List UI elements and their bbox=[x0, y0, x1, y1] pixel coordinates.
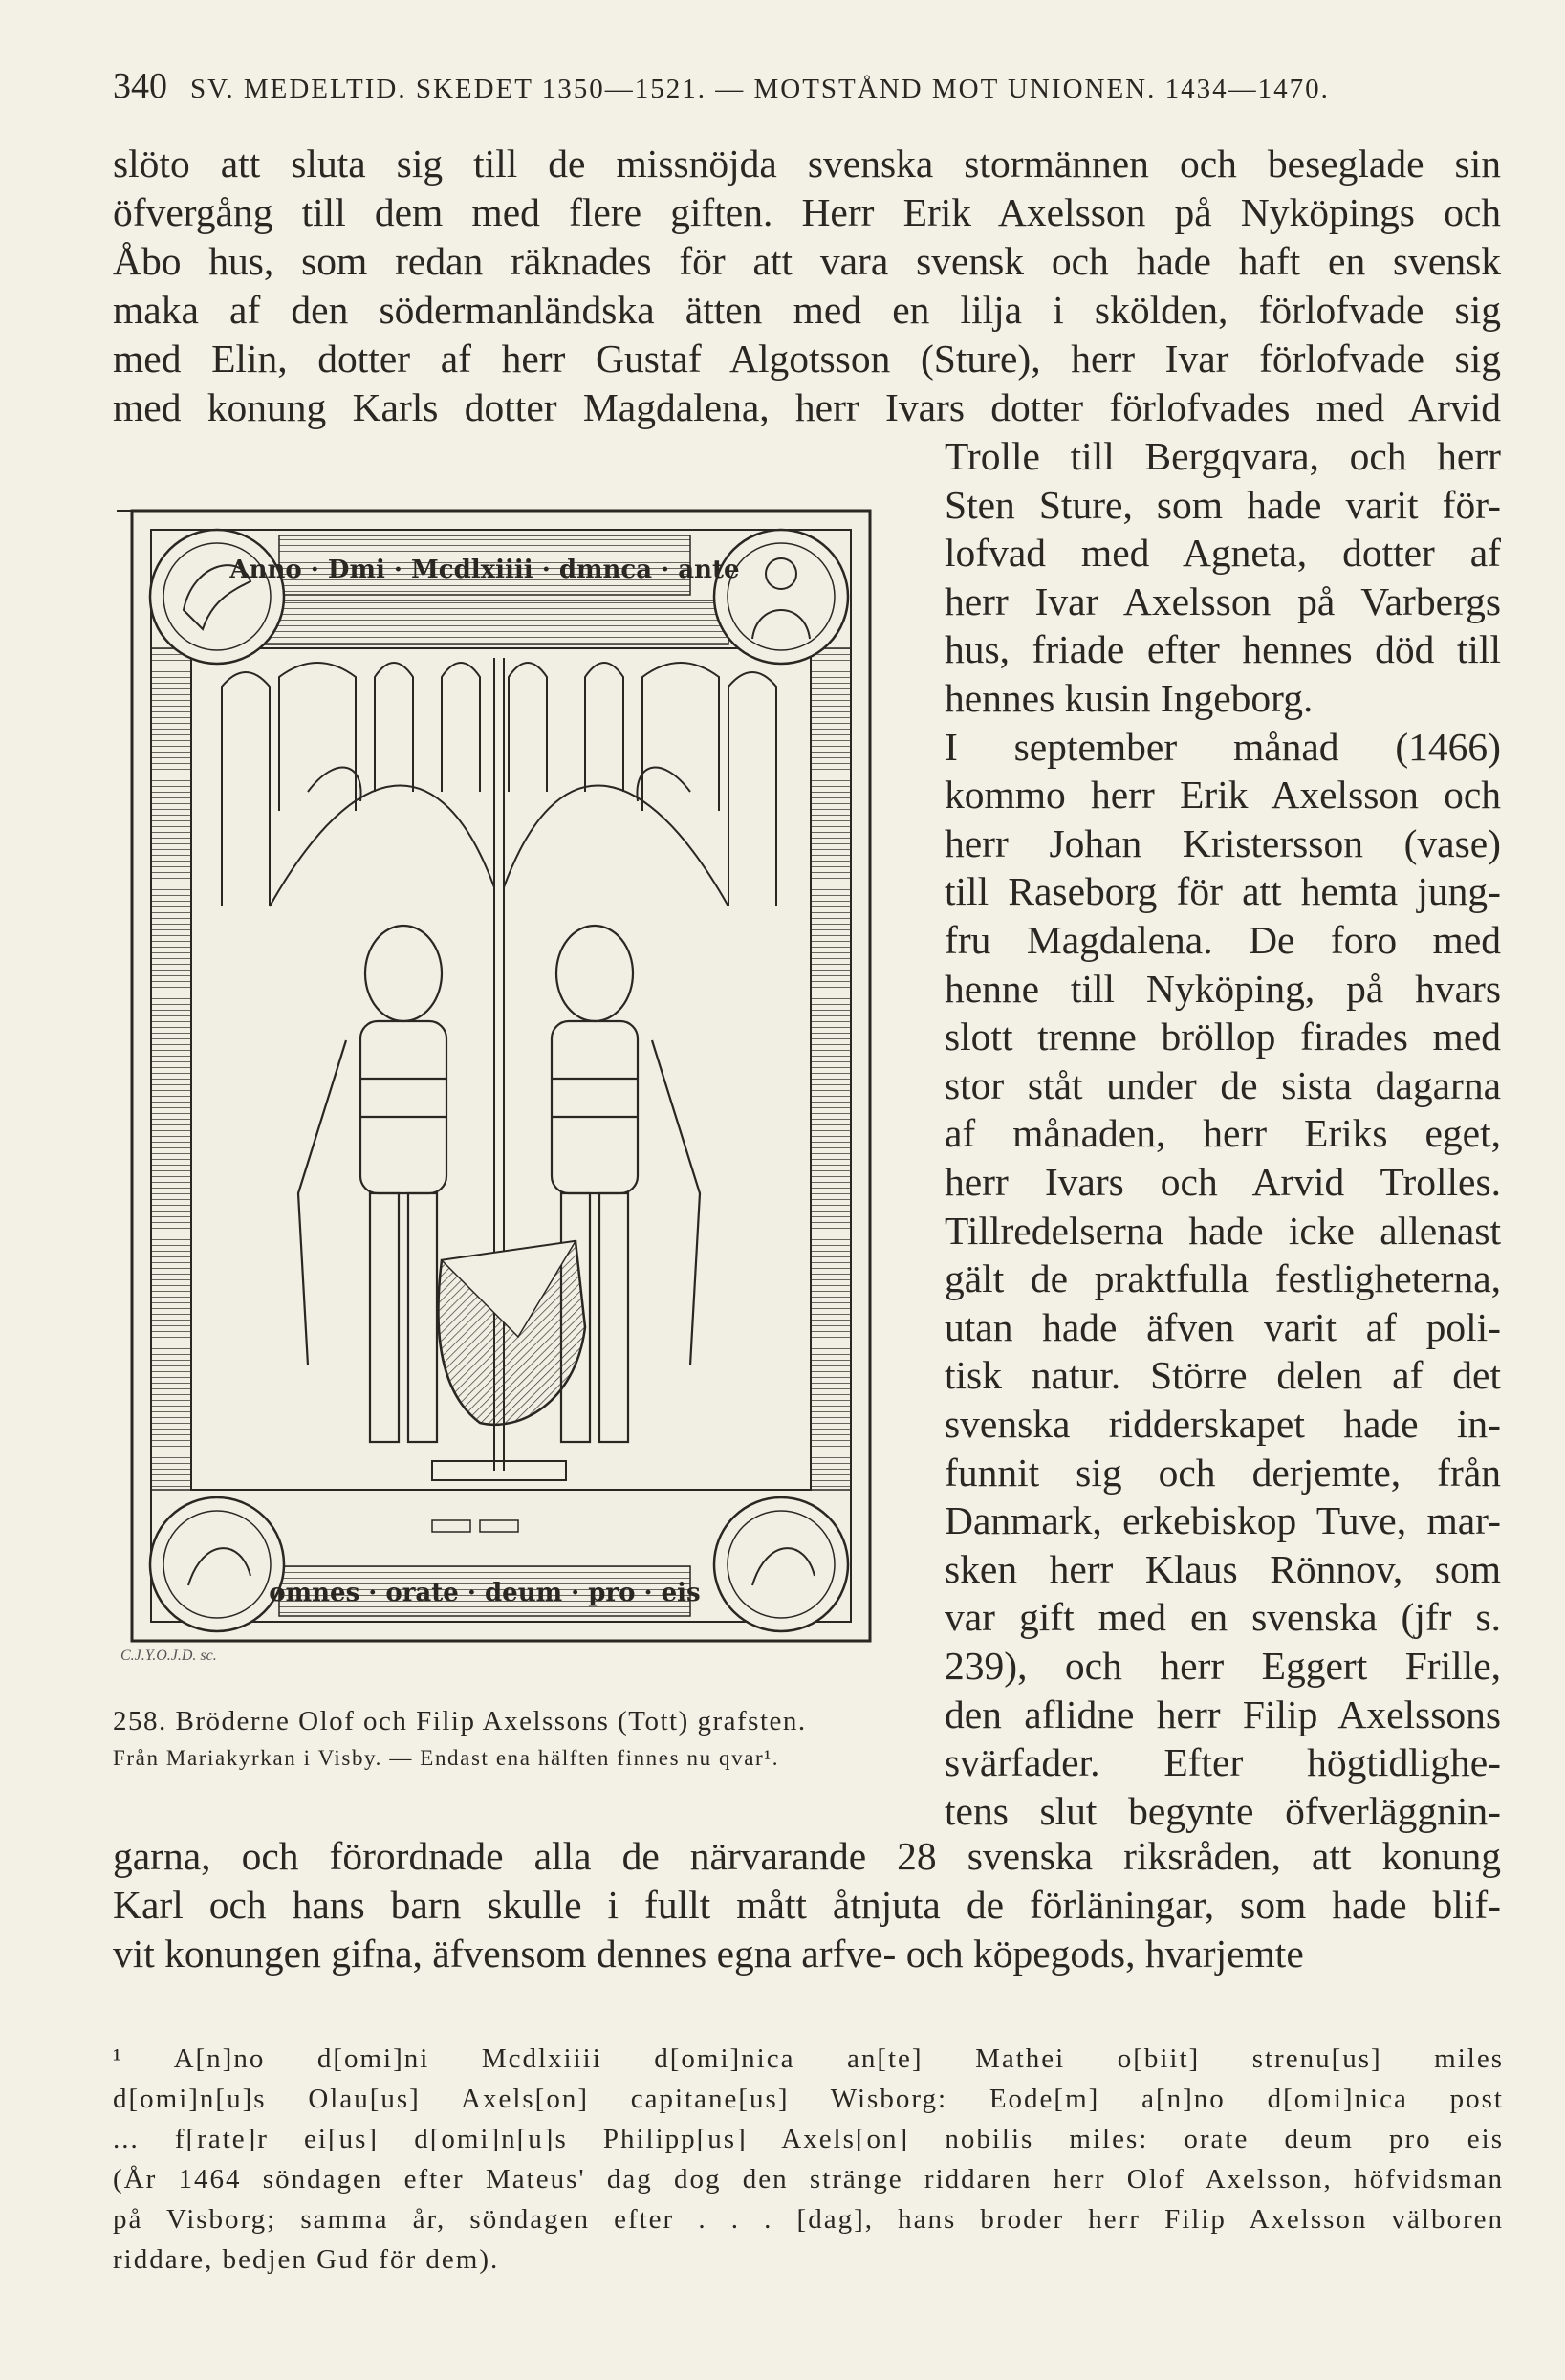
text-line: herr Ivars och Arvid Trolles. bbox=[945, 1160, 1501, 1204]
text-line: hennes kusin Ingeborg. bbox=[945, 676, 1314, 720]
text-line: utan hade äfven varit af poli- bbox=[945, 1304, 1501, 1349]
text-line: herr Ivar Axelsson på Varbergs bbox=[945, 579, 1501, 623]
text-line: fru Magdalena. De foro med bbox=[945, 918, 1501, 962]
text-line: garna, och förordnade alla de närvarande 28 svenska riksråden, att konung bbox=[113, 1834, 1501, 1878]
footnote-line: på Visborg; samma år, söndagen efter . . . [dag], hans broder herr Filip Axelsson välboren bbox=[113, 2204, 1504, 2235]
text-line: till Raseborg för att hemta jung- bbox=[945, 869, 1501, 914]
gravestone-engraving bbox=[117, 505, 877, 1652]
text-line: den aflidne herr Filip Axelssons bbox=[945, 1692, 1501, 1736]
page-number: 340 bbox=[113, 66, 167, 106]
text-line: stor ståt under de sista dagarna bbox=[945, 1062, 1501, 1107]
text-line: med konung Karls dotter Magdalena, herr Ivars dotter förlofvades med Arvid bbox=[113, 385, 1501, 429]
text-line: funnit sig och derjemte, från bbox=[945, 1450, 1501, 1495]
footnote-line: (År 1464 söndagen efter Mateus' dag dog den stränge riddaren herr Olof Axelsson, höfvidsman bbox=[113, 2164, 1504, 2194]
text-line: henne till Nyköping, på hvars bbox=[945, 966, 1501, 1011]
text-line: slöto att sluta sig till de missnöjda svenska stormännen och beseglade sin bbox=[113, 142, 1501, 186]
text-line: gält de praktfulla festligheterna, bbox=[945, 1256, 1501, 1301]
running-head-text: SV. MEDELTID. SKEDET 1350—1521. — MOTSTÅND MOT UNIONEN. 1434—1470. bbox=[190, 74, 1330, 104]
footnote-line: riddare, bedjen Gud för dem). bbox=[113, 2244, 500, 2275]
footnote-line: d[omi]n[u]s Olau[us] Axels[on] capitane[us] Wisborg: Eode[m] a[n]no d[omi]nica post bbox=[113, 2084, 1504, 2114]
text-line: tisk natur. Större delen af det bbox=[945, 1353, 1501, 1398]
inscription-bottom: omnes · orate · deum · pro · eis bbox=[269, 1579, 701, 1607]
figure-caption: 258. Bröderne Olof och Filip Axelssons (Tott) grafsten. bbox=[113, 1706, 807, 1736]
text-line: Sten Sture, som hade varit för- bbox=[945, 482, 1501, 527]
footnote-line: ¹ A[n]no d[omi]ni Mcdlxiiii d[omi]nica an[te] Mathei o[biit] strenu[us] miles bbox=[113, 2043, 1504, 2074]
text-line: kommo herr Erik Axelsson och bbox=[945, 773, 1501, 818]
text-line: Danmark, erkebiskop Tuve, mar- bbox=[945, 1498, 1501, 1543]
text-line: Åbo hus, som redan räknades för att vara svensk och hade haft en svensk bbox=[113, 239, 1501, 283]
text-line: Tillredelserna hade icke allenast bbox=[945, 1208, 1501, 1253]
text-line: svenska ridderskapet hade in- bbox=[945, 1402, 1501, 1446]
text-line: I september månad (1466) bbox=[945, 724, 1501, 769]
text-line: sken herr Klaus Rönnov, som bbox=[945, 1546, 1501, 1591]
text-line: maka af den södermanländska ätten med en lilja i skölden, förlofvade sig bbox=[113, 288, 1501, 332]
running-head bbox=[113, 65, 1509, 107]
footnote-line: ... f[rate]r ei[us] d[omi]n[u]s Philipp[us] Axels[on] nobilis miles: orate deum pro eis bbox=[113, 2124, 1504, 2154]
text-line: herr Johan Kristersson (vase) bbox=[945, 820, 1501, 865]
text-line: var gift med en svenska (jfr s. bbox=[945, 1595, 1501, 1640]
text-line: svärfader. Efter högtidlighe- bbox=[945, 1740, 1501, 1785]
text-line: 239), och herr Eggert Frille, bbox=[945, 1644, 1501, 1688]
text-line: öfvergång till dem med flere giften. Herr Erik Axelsson på Nyköpings och bbox=[113, 190, 1501, 234]
figure-subcaption: Från Mariakyrkan i Visby. — Endast ena hälften finnes nu qvar¹. bbox=[113, 1746, 780, 1770]
engraver-signature: C.J.Y.O.J.D. sc. bbox=[120, 1648, 217, 1664]
text-line: Trolle till Bergqvara, och herr bbox=[945, 434, 1501, 478]
inscription-top: Anno · Dmi · Mcdlxiiii · dmnca · ante bbox=[229, 556, 740, 584]
text-line: Karl och hans barn skulle i fullt mått åtnjuta de förläningar, som hade blif- bbox=[113, 1883, 1501, 1927]
text-line: tens slut begynte öfverläggnin- bbox=[945, 1788, 1501, 1833]
text-line: med Elin, dotter af herr Gustaf Algotsson (Sture), herr Ivar förlofvade sig bbox=[113, 337, 1501, 381]
gravestone-figure bbox=[117, 505, 877, 1664]
text-line: lofvad med Agneta, dotter af bbox=[945, 531, 1501, 576]
text-line: vit konungen gifna, äfvensom dennes egna arfve- och köpegods, hvarjemte bbox=[113, 1932, 1304, 1976]
text-line: slott trenne bröllop firades med bbox=[945, 1015, 1501, 1059]
text-line: af månaden, herr Eriks eget, bbox=[945, 1111, 1501, 1156]
text-line: hus, friade efter hennes död till bbox=[945, 627, 1501, 672]
